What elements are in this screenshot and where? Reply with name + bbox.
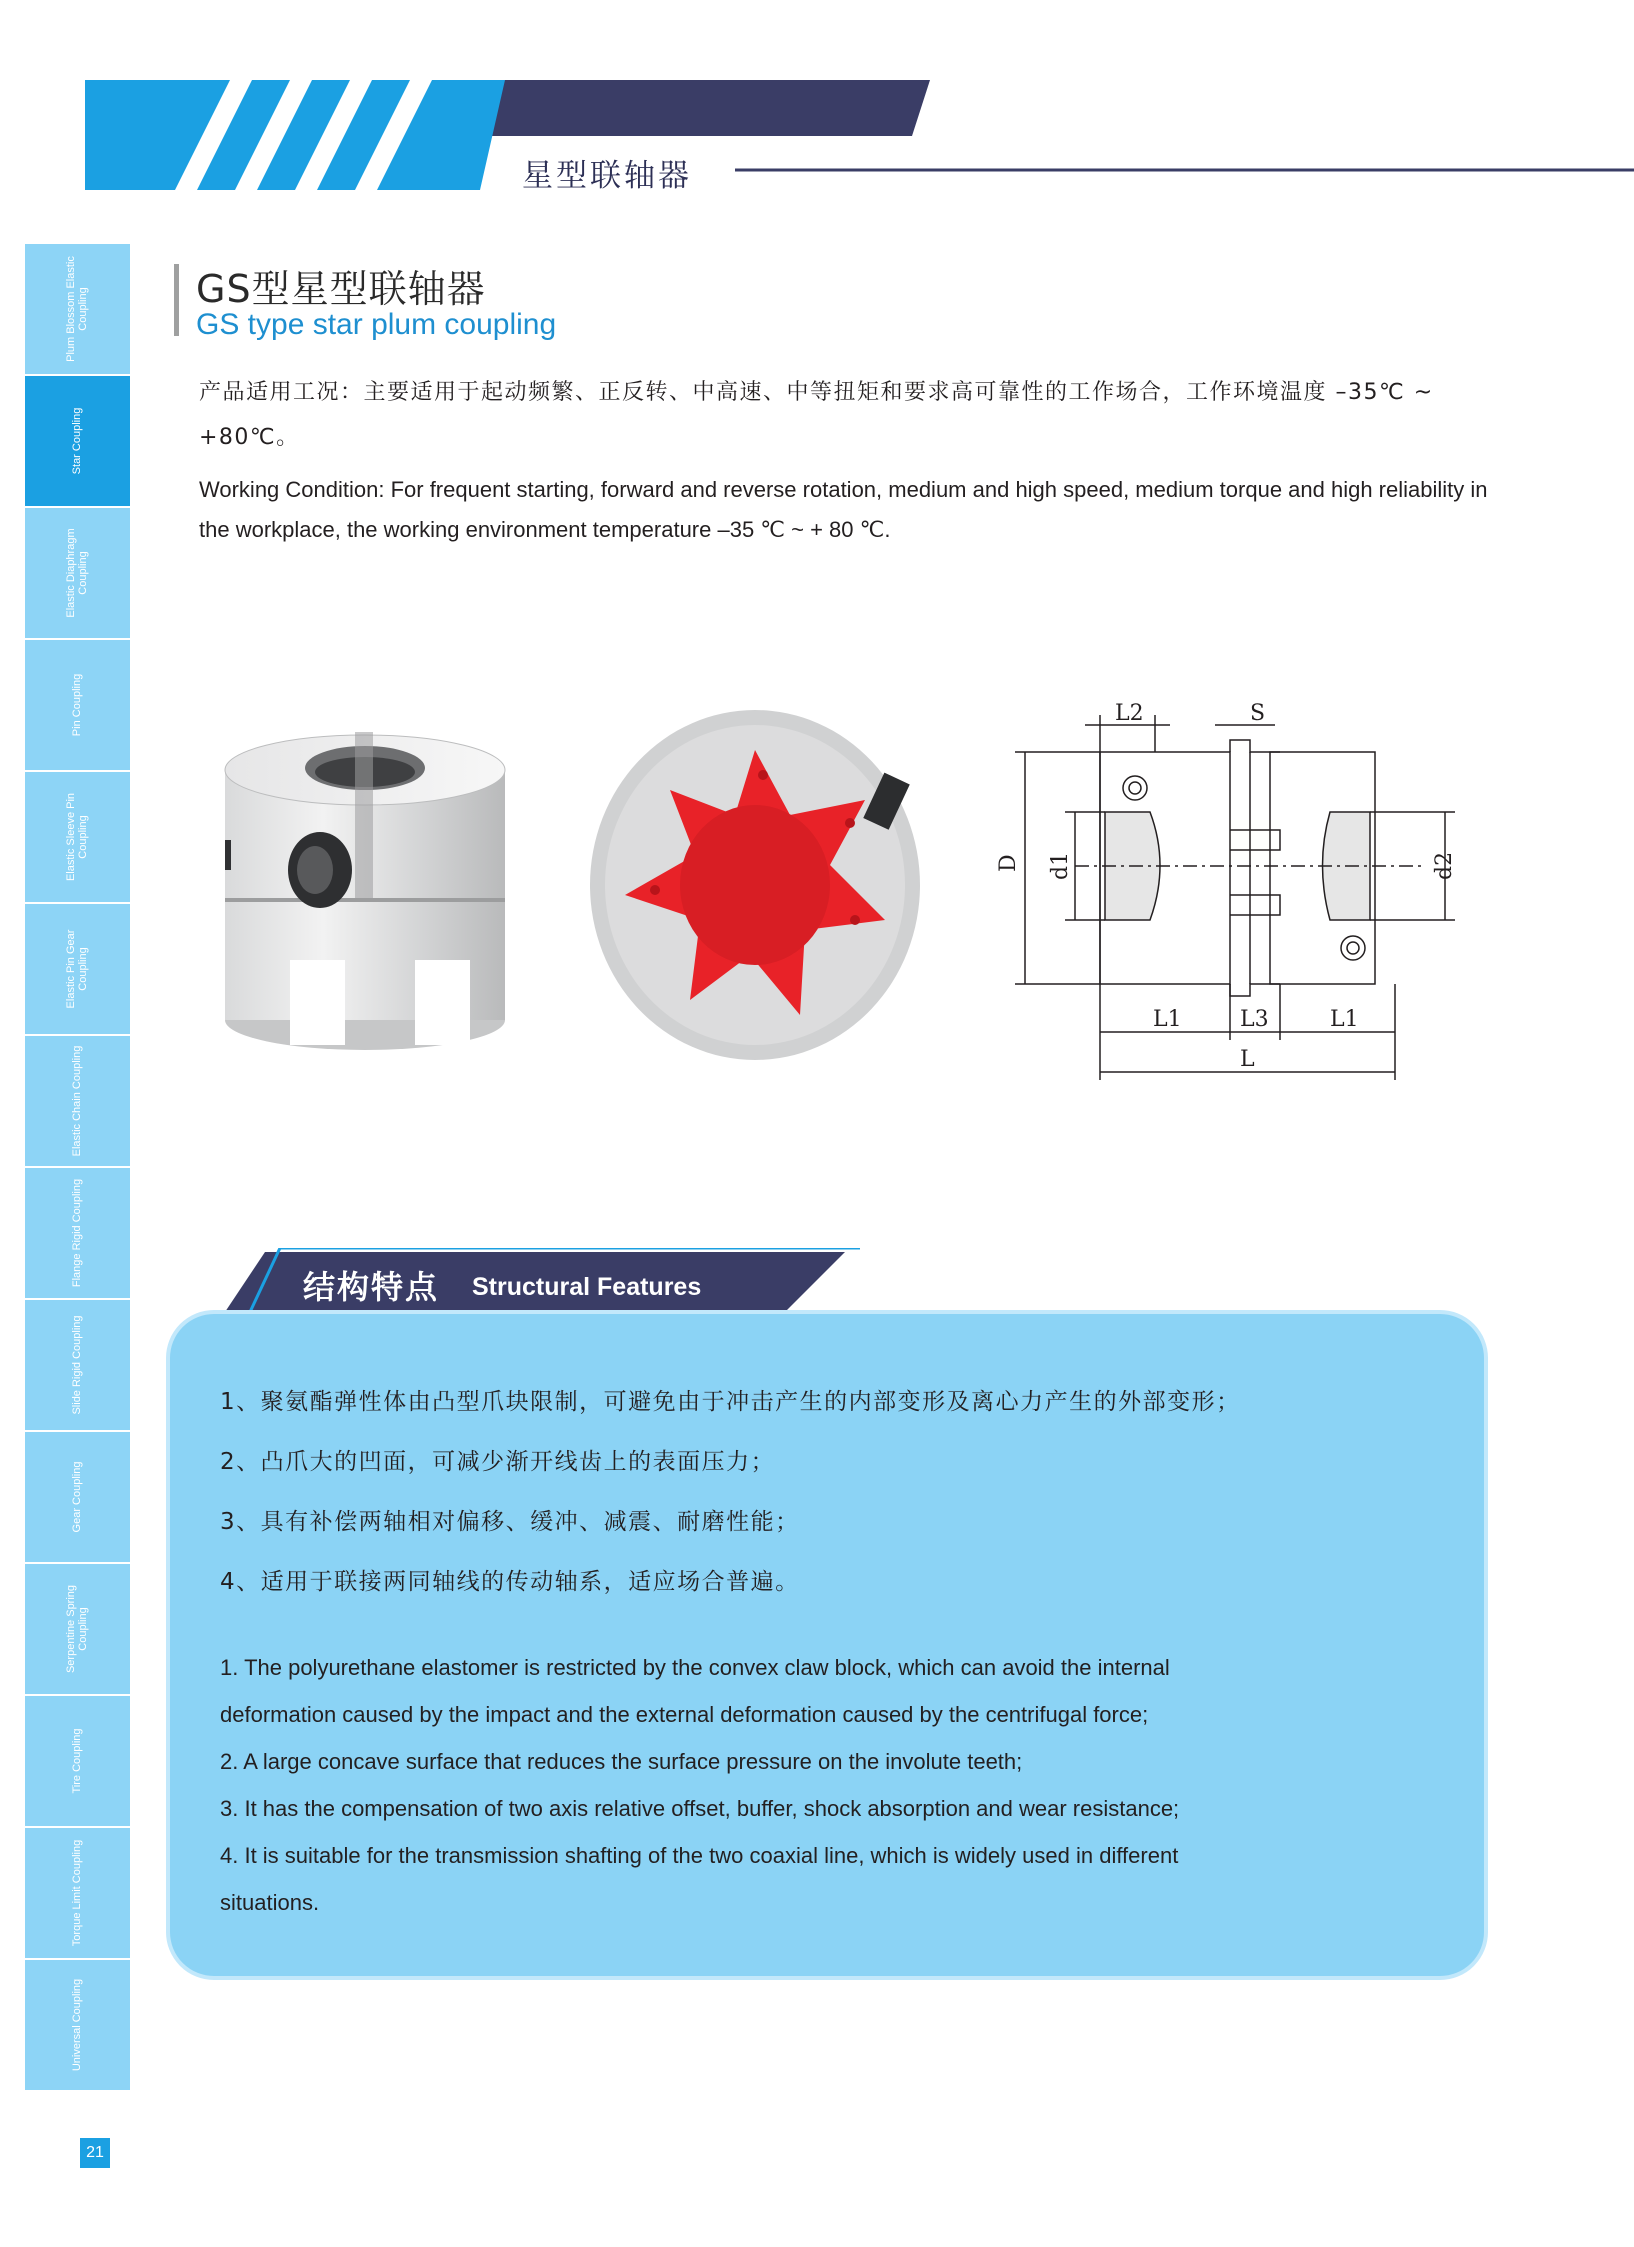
dim-label-L2: L2 (1115, 701, 1144, 726)
sidebar-item-star-coupling[interactable] (25, 376, 130, 506)
sidebar-item-label: Elastic Sleeve Pin Coupling (65, 792, 89, 882)
coupling-with-spider-image (585, 695, 925, 1075)
feature-line-en: deformation caused by the impact and the external deformation caused by the centrifugal force; (220, 1702, 1149, 1727)
features-list-cn (220, 1372, 1460, 1612)
sidebar-item-label: Slide Rigid Coupling (71, 1315, 83, 1415)
sidebar-item-serpentine-spring[interactable] (25, 1564, 130, 1694)
coupling-hub-image (215, 720, 535, 1060)
sidebar-item-pin[interactable] (25, 640, 130, 770)
sidebar-item-label: Universal Coupling (71, 1978, 83, 2072)
sidebar-item-label: Flange Rigid Coupling (71, 1178, 83, 1288)
feature-item-cn: 4、适用于联接两同轴线的传动轴系，适应场合普遍。 (220, 1569, 800, 1595)
feature-line-en: 2. A large concave surface that reduces the surface pressure on the involute teeth; (220, 1749, 1023, 1774)
title-accent-bar (174, 264, 179, 336)
sidebar-item-flange-rigid[interactable] (25, 1168, 130, 1298)
header-banner (0, 0, 1634, 200)
sidebar-item-gear[interactable] (25, 1432, 130, 1562)
feature-line-en: 1. The polyurethane elastomer is restricted by the convex claw block, which can avoid the internal (220, 1655, 1170, 1680)
feature-line-en: 3. It has the compensation of two axis relative offset, buffer, shock absorption and wear resistance; (220, 1796, 1180, 1821)
dim-label-d1: d1 (1048, 851, 1073, 880)
product-title-en: GS type star plum coupling (196, 308, 557, 341)
dim-label-L: L (1240, 1047, 1255, 1072)
sidebar-item-label: Plum Blossom Elastic Coupling (65, 256, 89, 362)
sidebar-item-label: Serpentine Spring Coupling (65, 1584, 89, 1674)
product-title-cn: GS型星型联轴器 (196, 267, 486, 311)
banner-title: 星型联轴器 (522, 158, 692, 194)
features-panel (166, 1310, 1488, 1980)
sidebar-item-label: Pin Coupling (71, 673, 83, 737)
feature-item-cn: 3、具有补偿两轴相对偏移、缓冲、减震、耐磨性能； (220, 1509, 800, 1535)
sidebar-item-label: Star Coupling (71, 407, 83, 475)
sidebar-item-plum-blossom[interactable] (25, 244, 130, 374)
feature-item-cn: 2、凸爪大的凹面，可减少渐开线齿上的表面压力； (220, 1449, 776, 1475)
sidebar-item-label: Gear Coupling (71, 1461, 83, 1533)
dimension-drawing (975, 700, 1485, 1100)
sidebar-item-elastic-pin-gear[interactable] (25, 904, 130, 1034)
dim-label-L1-left: L1 (1153, 1007, 1182, 1032)
features-heading-cn: 结构特点 (303, 1268, 440, 1306)
sidebar-item-torque-limit[interactable] (25, 1828, 130, 1958)
sidebar-item-slide-rigid[interactable] (25, 1300, 130, 1430)
sidebar-item-label: Elastic Chain Coupling (71, 1045, 83, 1157)
sidebar-item-elastic-chain[interactable] (25, 1036, 130, 1166)
category-sidebar (25, 244, 130, 2092)
sidebar-item-label: Elastic Pin Gear Coupling (65, 929, 89, 1009)
sidebar-item-elastic-sleeve-pin[interactable] (25, 772, 130, 902)
dim-label-L1-right: L1 (1330, 1007, 1359, 1032)
sidebar-item-tire[interactable] (25, 1696, 130, 1826)
sidebar-item-label: Torque Limit Coupling (71, 1839, 83, 1947)
dim-label-L3: L3 (1240, 1007, 1269, 1032)
sidebar-item-label: Elastic Diaphragm Coupling (65, 528, 89, 618)
page-number: 21 (80, 2138, 110, 2168)
sidebar-item-universal[interactable] (25, 1960, 130, 2090)
features-heading-en: Structural Features (472, 1273, 702, 1301)
working-condition-cn: 产品适用工况：主要适用于起动频繁、正反转、中高速、中等扭矩和要求高可靠性的工作场合，工作环境温度 –35℃ ~ +80℃。 (199, 380, 1434, 450)
feature-item-cn: 1、聚氨酯弹性体由凸型爪块限制，可避免由于冲击产生的内部变形及离心力产生的外部变形； (220, 1389, 1241, 1415)
feature-line-en: 4. It is suitable for the transmission shafting of the two coaxial line, which is widely used in different (220, 1843, 1179, 1868)
feature-line-en: situations. (220, 1890, 320, 1915)
working-condition-en: Working Condition: For frequent starting, forward and reverse rotation, medium and high speed, medium torque and high reliability in the workplace, the working environment temperature –35 ℃ ~ + 80 ℃. (199, 477, 1488, 542)
dim-label-D: D (996, 854, 1021, 872)
dim-label-d2: d2 (1432, 851, 1457, 880)
features-list-en (220, 1644, 1460, 1926)
sidebar-item-elastic-diaphragm[interactable] (25, 508, 130, 638)
sidebar-item-label: Tire Coupling (71, 1728, 83, 1794)
dim-label-S: S (1250, 701, 1266, 726)
